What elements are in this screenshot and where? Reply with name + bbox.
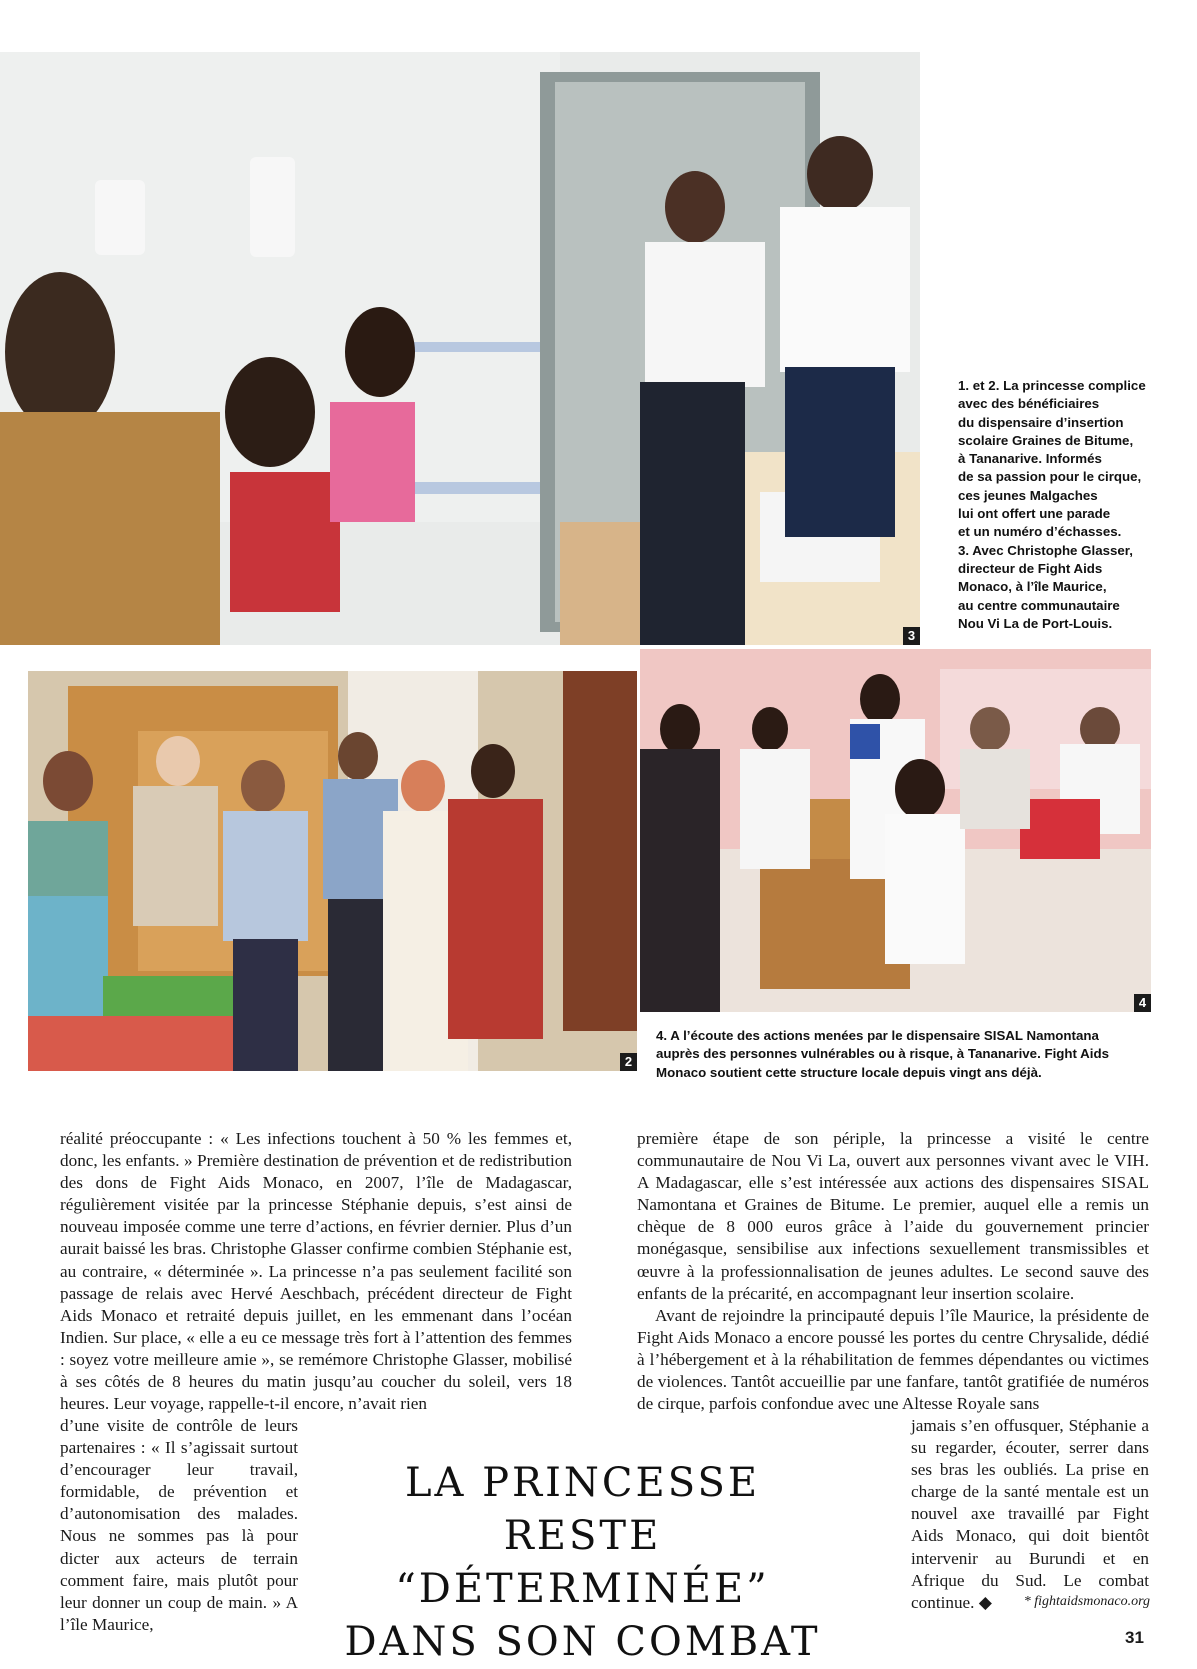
caption-line: 1. et 2. La princesse complice bbox=[958, 378, 1146, 393]
photo-dispensary-visit bbox=[0, 52, 920, 645]
article-column-1-bottom bbox=[60, 1415, 298, 1636]
article-paragraph: réalité préoccupante : « Les infections touchent à 50 % les femmes et, donc, les enfants. » Première destination de prévention et de redistribution des dons de Fight Aids Monaco, en 2007, l’île de Madagascar, régulièrement visitée par la princesse Stéphanie depuis, s’est ainsi de nouveau imposée comme une terre d’actions, en février dernier. Plus d’un aurait baissé les bras. Christophe Glasser confirme combien Stéphanie est, au contraire, « déterminée ». La princesse n’a pas seulement facilité son passage de relais avec Hervé Aeschbach, précédent directeur de Fight Aids Monaco et retraité depuis juillet, en les emmenant dans l’océan Indien. Sur place, « elle a eu ce message très fort à l’attention des femmes : soyez votre meilleure amie », se remémore Christophe Glasser, mobilisé à ses côtés de 8 heures du matin jusqu’au coucher du soleil, vers 18 heures. Leur voyage, rappelle-t-il encore, n’avait rien bbox=[60, 1129, 572, 1414]
website-credit: * fightaidsmonaco.org bbox=[1023, 1594, 1150, 1609]
pull-quote bbox=[335, 1457, 830, 1669]
caption-line: au centre communautaire bbox=[958, 597, 1120, 613]
caption-line: avec des bénéficiaires bbox=[958, 396, 1100, 412]
caption-line: Monaco soutient cette structure locale depuis vingt ans déjà. bbox=[656, 1064, 1042, 1080]
article-paragraph: première étape de son périple, la princesse a visité le centre communautaire de Nou Vi La, ouvert aux personnes vivant avec le VIH. A Madagascar, elle s’est intéressée aux actions des dispensaires SISAL Namontana et Graines de Bitume. Le premier, auquel elle a remis un chèque de 8 000 euros grâce à l’aide du gouvernement princier monégasque, sensibilise aux infections sexuellement transmissibles et œuvre à la professionnalisation de jeunes adultes. Le second sauve des enfants de la précarité, en accompagnant leur insertion scolaire. bbox=[637, 1129, 1149, 1303]
pull-quote-line: DANS SON COMBAT bbox=[344, 1619, 821, 1665]
caption-photos-1-3 bbox=[958, 377, 1183, 633]
caption-line: lui ont offert une parade bbox=[958, 506, 1111, 522]
caption-line: ces jeunes Malgaches bbox=[958, 487, 1098, 503]
caption-line: du dispensaire d’insertion bbox=[958, 414, 1124, 430]
caption-line: 3. Avec Christophe Glasser, bbox=[958, 542, 1133, 558]
caption-line: auprès des personnes vulnérables ou à risque, à Tananarive. Fight Aids bbox=[656, 1046, 1109, 1062]
pull-quote-line: LA PRINCESSE bbox=[404, 1460, 761, 1506]
caption-line: Monaco, à l’île Maurice, bbox=[958, 579, 1107, 595]
article-column-1-top bbox=[60, 1128, 572, 1415]
caption-line: à Tananarive. Informés bbox=[958, 451, 1102, 467]
caption-line: Nou Vi La de Port-Louis. bbox=[958, 615, 1113, 631]
article-paragraph: Avant de rejoindre la principauté depuis l’île Maurice, la présidente de Fight Aids Monaco a encore poussé les portes du centre Chrysalide, dédié à l’hébergement et à la réhabilitation de femmes dépendantes ou victimes de violences. Tantôt accueillie par une fanfare, tantôt gratifiée de numéros de cirque, parfois confondue avec une Altesse Royale sans bbox=[637, 1305, 1149, 1414]
page-number: 31 bbox=[1125, 1628, 1144, 1647]
article-column-2-bottom bbox=[911, 1415, 1149, 1614]
caption-photo-4 bbox=[656, 1027, 1176, 1082]
caption-line: scolaire Graines de Bitume, bbox=[958, 432, 1134, 448]
photo-number-badge: 3 bbox=[903, 627, 920, 645]
caption-line: et un numéro d’échasses. bbox=[958, 524, 1122, 540]
article-paragraph: d’une visite de contrôle de leurs partenaires : « Il s’agissait surtout d’encourager leur travail, formidable, de prévention et d’autonomisation des malades. Nous ne sommes pas là pour dicter aux acteurs de terrain comment faire, mais plutôt pour leur donner un coup de main. » A l’île Maurice, bbox=[60, 1416, 298, 1634]
article-column-2-top bbox=[637, 1128, 1149, 1415]
caption-line: de sa passion pour le cirque, bbox=[958, 469, 1142, 485]
photo-community-center bbox=[28, 671, 637, 1071]
photo-sisal-meeting bbox=[640, 649, 1151, 1012]
caption-line: directeur de Fight Aids bbox=[958, 560, 1103, 576]
photo-number-badge: 4 bbox=[1134, 994, 1151, 1012]
pull-quote-line: RESTE “DÉTERMINÉE” bbox=[395, 1513, 770, 1612]
caption-line: 4. A l’écoute des actions menées par le dispensaire SISAL Namontana bbox=[656, 1028, 1099, 1043]
article-paragraph: jamais s’en offusquer, Stéphanie a su regarder, écouter, serrer dans ses bras les oubliés. La prise en charge de la santé mentale est un nouvel axe travaillé par Fight Aids Monaco, qui doit bientôt intervenir au Burundi et en Afrique du Sud. Le combat continue. ◆ bbox=[911, 1416, 1149, 1612]
photo-number-badge: 2 bbox=[620, 1053, 637, 1071]
